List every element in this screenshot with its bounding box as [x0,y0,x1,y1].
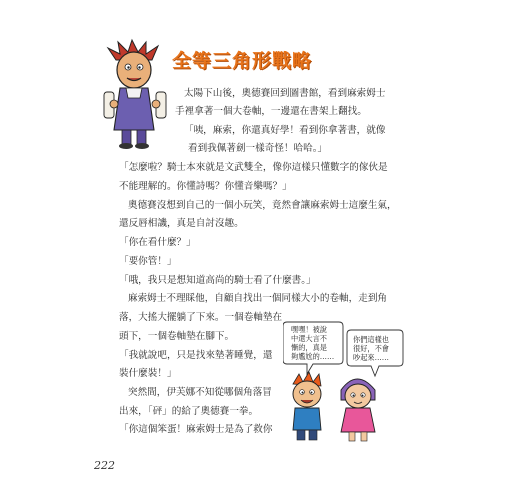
text-line: 「咦，麻索，你還真好學！看到你拿著書，就像 [184,125,386,136]
bubble-right-line: 很好，不會 [353,344,389,353]
text-line: 「哦，我只是想知道高尚的騎士看了什麼書。」 [119,275,316,286]
text-line: 手裡拿著一個大卷軸，一邊還在書架上翻找。 [175,106,367,117]
text-line: 麻索姆士不理睬他，自顧自找出一個同樣大小的卷軸，走到角 [128,293,388,304]
bubble-right-line: 吵起來…… [353,353,389,362]
text-line: 太陽下山後，奧德賽回到圖書館，看到麻索姆士 [184,88,386,99]
text-line: 「要你管！」 [119,256,177,267]
text-line: 「你在看什麼？」 [119,237,196,248]
text-line: 頭下，一個卷軸墊在腳下。 [119,331,235,342]
mascot-illustration [102,38,170,150]
chapter-title: 全等三角形戰略 [172,50,313,72]
text-line: 突然間，伊芙娜不知從哪個角落冒 [128,387,272,398]
text-line: 出來，「砰」的給了奧德賽一拳。 [119,406,259,417]
text-line: 裝什麼裝！」 [119,368,177,379]
bubble-right-line: 你們這樣也 [353,335,389,344]
bubble-left-line: 嘿嘿！被說 [291,325,327,334]
text-line: 奧德賽沒想到自己的一個小玩笑，竟然會讓麻索姆士這麼生氣， [128,200,397,211]
bubble-left-line: 慚的，真是 [291,343,327,352]
text-line: 落，大搖大擺躺了下來。一個卷軸墊在 [119,312,283,323]
text-line: 看到我佩著劍一樣奇怪！哈哈。」 [188,143,328,154]
text-line: 不能理解的。你懂詩嗎？你懂音樂嗎？」 [119,181,292,192]
text-line: 「你這個笨蛋！麻索姆士是為了救你 [119,424,273,435]
text-line: 還反唇相譏，真是自討沒趣。 [119,218,244,229]
text-line: 「怎麼啦？騎士本來就是文武雙全，像你這樣只懂數字的傢伙是 [119,162,388,173]
bubble-left-line: 中還大言不 [291,334,327,343]
page-number: 222 [94,459,115,472]
text-line: 「我就說吧，只是找來墊著睡覺，還 [119,350,273,361]
bubble-left-line: 夠尷尬的…… [291,352,335,361]
